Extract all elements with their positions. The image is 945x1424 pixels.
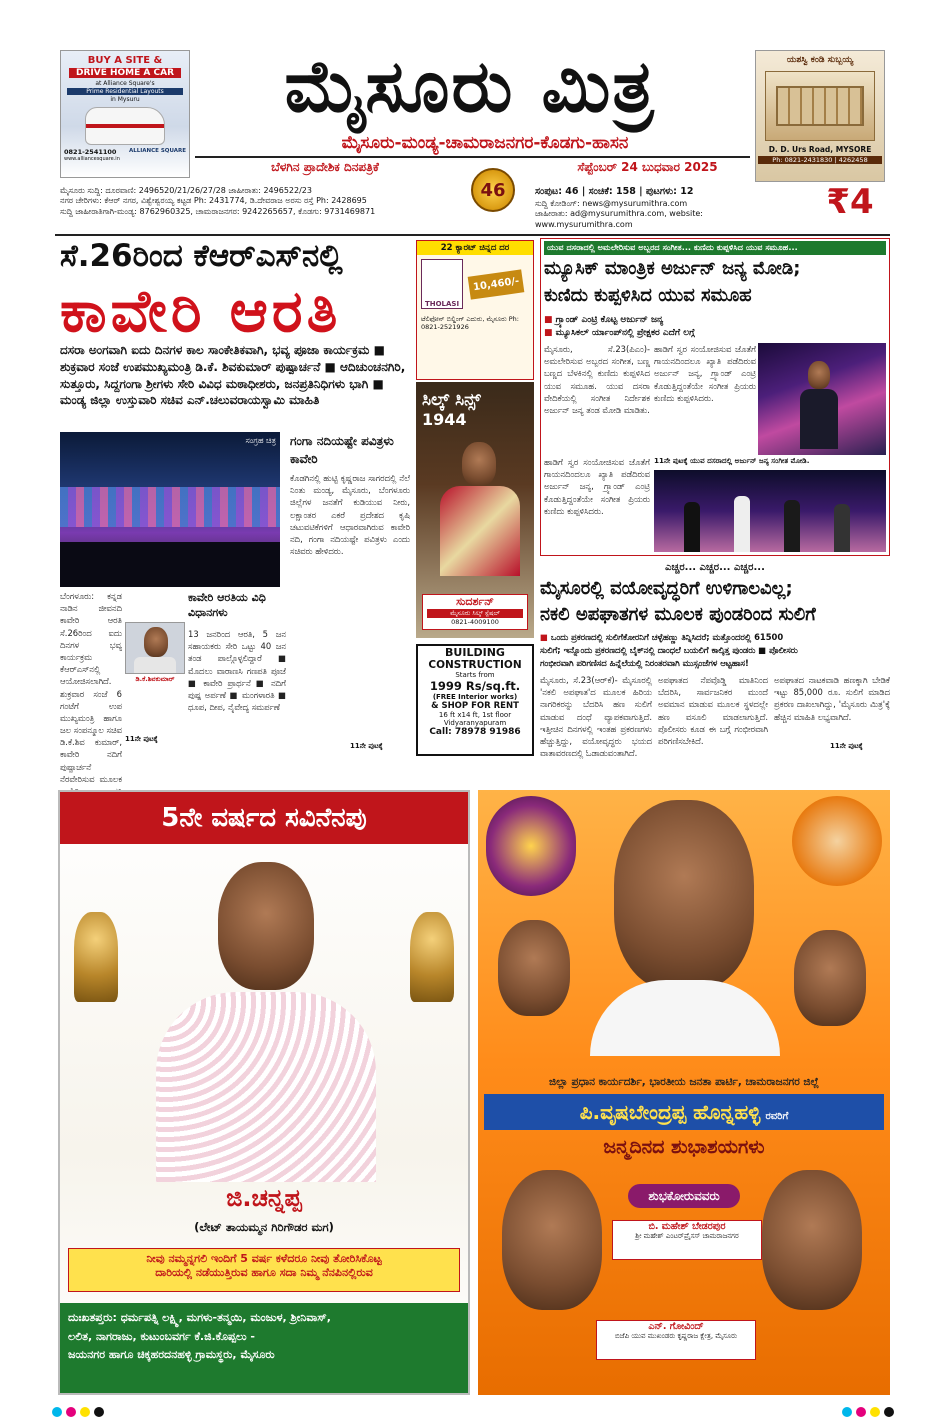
saree-image <box>440 486 520 576</box>
sidebar-title: ಗಂಗಾ ನದಿಯಷ್ಟೇ ಪವಿತ್ರಳು ಕಾವೇರಿ <box>290 434 394 466</box>
contact-line-2: ನಗರ ಚೇರಿಗಳು: ಕೆಆರ್ ನಗರ, ವಿಶ್ವೇಶ್ವರಯ್ಯ ಕಟ್ಟಡ Ph: 2431774, ಡಿ.ದೇವರಾಜ ಅರಸು ರಸ್ತೆ Ph: 2428695 <box>60 196 367 206</box>
elderly-point-1-text: ■ ಒಂದು ಪ್ರಕರಣದಲ್ಲಿ ಸುಲಿಗೆಕೋರನಿಗೆ ಚಳ್ಳೆಹಣ್ಣು ತಿನ್ನಿಸಿದರೆ; ಮತ್ತೊಂದರಲ್ಲಿ 61500 <box>540 632 783 642</box>
elderly-headline-2: ನಕಲಿ ಅಪಘಾತಗಳ ಮೂಲಕ ಪುಂಡರಿಂದ ಸುಲಿಗೆ <box>540 604 816 625</box>
right-ad-brand: ಯಶಸ್ವಿ ಕಂಡಿ ಸುಬ್ಬಯ್ಯ <box>786 55 854 65</box>
ritual-subtitle: ಕಾವೇರಿ ಆರತಿಯ ವಿಧಿ ವಿಧಾನಗಳು <box>188 591 266 620</box>
bc-line6: 16 ft x14 ft, 1st floor <box>438 711 512 719</box>
left-ad-line3: at Alliance Square's <box>95 80 155 87</box>
lamp-right-icon <box>410 912 454 1002</box>
memorial-portrait <box>156 852 376 1182</box>
registration-marks-left <box>50 1402 130 1416</box>
wisher-1-name: ಬಿ. ಮಹೇಶ್ ಬೇಡರಪುರ <box>648 1221 726 1232</box>
masthead-tagline: ಬೆಳಗಿನ ಪ್ರಾದೇಶಿಕ ದಿನಪತ್ರಿಕೆ <box>271 160 379 174</box>
elderly-body: ಮೈಸೂರು, ಸೆ.23(ಆರ್‌ಕೆ)- ಮೈಸೂರಲ್ಲಿ 'ನಕಲಿ ಅಪಘಾತ'ದ ಮೂಲಕ ಹಿರಿಯ ನಾಗರಿಕರನ್ನು ಬೆದರಿಸಿ ಹಣ ಸುಲಿಗೆ ಮಾಡುವ ದಂಧೆ ವ್ಯಾಪಕವಾಗುತ್ತಿದೆ. ಇತ್ತೀಚಿನ ದಿನಗಳಲ್ಲಿ ಇಂತಹ ಪ್ರಕರಣಗಳು ಹೆಚ್ಚುತ್ತಿದ್ದು, ವಯೋವೃದ್ಧರು ಭಯದ ವಾತಾವರಣದಲ್ಲಿ ಓಡಾಡುವಂತಾಗಿದೆ. <box>540 675 652 759</box>
music-body-2: ಹಾಡಿಗೆ ಸ್ವರ ಸಂಯೋಜಿಸುವ ಜೊತೆಗೆ ಗಾಯನದಿಂದಲೂ ಖ್ಯಾತಿ ಪಡೆದಿರುವ ಅರ್ಜುನ್ ಜನ್ಯ, ಗ್ರ್ಯಾಂಡ್ ಎಂಟ್ರಿ ಕೊಡುತ್ತಿದ್ದಂತೆಯೇ ಸಂಗೀತ ಪ್ರಿಯರು ಕುಣಿದು ಕುಪ್ಪಳಿಸಿದರು. <box>544 457 650 516</box>
bc-line4: (FREE Interior works) <box>432 693 518 701</box>
memorial-message <box>68 1248 460 1292</box>
wisher-1-detail: ಶ್ರೀ ಮಹೇಶ್ ಎಂಟರ್‌ಪ್ರೈಸಸ್ ಚಾಮರಾಜನಗರ <box>635 1232 739 1240</box>
music-body-3: ಹಾಡಿಗೆ ಸ್ವರ ಸಂಯೋಜಿಸುವ ಜೊತೆಗೆ ಗಾಯನದಿಂದಲೂ ಖ್ಯಾತಿ ಪಡೆದಿರುವ ಅರ್ಜುನ್ ಜನ್ಯ, ಗ್ರ್ಯಾಂಡ್ ಎಂಟ್ರಿ ಕೊಡುತ್ತಿದ್ದಂತೆಯೇ ಸಂಗೀತ ಪ್ರಿಯರು ಕುಣಿದು ಕುಪ್ಪಳಿಸಿದರು. <box>654 344 756 403</box>
memorial-relation: (ಲೇಟ್ ತಾಯಮ್ಮನ ಗಿರಿಗೌಡರ ಮಗ) <box>194 1220 334 1234</box>
wisher-1 <box>612 1220 762 1260</box>
gold-rate-ad[interactable] <box>416 240 534 380</box>
music-headline-1: ಮ್ಯೂಸಿಕ್ ಮಾಂತ್ರಿಕ ಅರ್ಜುನ್ ಜನ್ಯ ಮೋಡಿ; <box>544 258 801 279</box>
mourners-line-3: ಜಯನಗರ ಹಾಗೂ ಚಿಕ್ಕಹರದನಹಳ್ಳಿ ಗ್ರಾಮಸ್ಥರು, ಮೈಸೂರು <box>68 1348 275 1362</box>
bday-role: ಜಿಲ್ಲಾ ಪ್ರಧಾನ ಕಾರ್ಯದರ್ಶಿ, ಭಾರತೀಯ ಜನತಾ ಪಾರ್ಟಿ, ಚಾಮರಾಜನಗರ ಜಿಲ್ಲೆ <box>549 1076 819 1088</box>
contact-line-1: ಮೈಸೂರು ಸುದ್ದಿ: ದೂರವಾಣಿ: 2496520/21/26/27/28 ಜಾಹೀರಾತು: 2496522/23 <box>60 186 312 195</box>
music-kicker: ಯುವ ದಸರಾದಲ್ಲಿ ಅಮಲೇರಿಸುವ ಅಬ್ಬರದ ಸಂಗೀತ... ಕುಣಿದು ಕುಪ್ಪಳಿಸಿದ ಯುವ ಸಮೂಹ... <box>544 241 886 255</box>
sudarshan-phone: 0821-4009100 <box>451 618 499 626</box>
bday-name-bar <box>484 1094 884 1130</box>
body-mid: ಕೊಡಗಿನಲ್ಲಿ ಹುಟ್ಟಿ ಕೃಷ್ಣರಾಜ ಸಾಗರದಲ್ಲಿ ನೆಲೆ ನಿಂತು ಮಂಡ್ಯ, ಮೈಸೂರು, ಬೆಂಗಳೂರು ಜಿಲ್ಲೆಗಳ ಜನತೆಗೆ ಕುಡಿಯುವ ನೀರು, ಲಕ್ಷಾಂತರ ಎಕರೆ ಪ್ರದೇಶದ ಕೃಷಿ ಚಟುವಟಿಕೆಗಳಿಗೆ ಆಧಾರವಾಗಿರುವ ಕಾವೇರಿ ನದಿ, ಗಂಗಾ ನದಿಯಷ್ಟೇ ಪವಿತ್ರಳು ಎಂದು ಸಚಿವರು ಹೇಳಿದರು. <box>290 473 410 557</box>
music-point-1 <box>544 315 886 328</box>
left-ad-brand: ALLIANCE SQUARE <box>128 148 186 154</box>
left-ad-line4: Prime Residential Layouts <box>67 88 183 95</box>
gold-price: 10,460/- <box>468 269 525 299</box>
lead-headline: ಸೆ.26ರಿಂದ ಕೆಆರ್‌ಎಸ್‌ನಲ್ಲಿ <box>60 238 343 274</box>
memorial-message-2: ದಾರಿಯಲ್ಲಿ ನಡೆಯುತ್ತಿರುವ ಹಾಗೂ ಸದಾ ನಿಮ್ಮ ನೆನಪಿನಲ್ಲಿರುವ <box>155 1266 373 1279</box>
elderly-body-2: ಅಪಘಾತದ ನೆಪವೊಡ್ಡಿ ಮಾತಿನಿಂದ ಬೆದರಿಸಿ, ಸಾರ್ವಜನಿಕರ ಮುಂದೆ ಅವಮಾನ ಮಾಡುವ ಮೂಲಕ ಸ್ಥಳದಲ್ಲೇ ಹಣ ವಸೂಲಿ ಮಾಡಲಾಗುತ್ತಿದೆ. ಪೊಲೀಸರು ಕೂಡ ಈ ಬಗ್ಗೆ ಗಂಭೀರವಾಗಿ ಪರಿಗಣಿಸಬೇಕಿದೆ. <box>658 675 768 746</box>
right-ad-address: D. D. Urs Road, MYSORE <box>768 145 872 154</box>
wisher-right-image <box>762 1170 862 1310</box>
elderly-headline-1: ಮೈಸೂರಲ್ಲಿ ವಯೋವೃದ್ಧರಿಗೆ ಉಳಿಗಾಲವಿಲ್ಲ; <box>540 578 793 599</box>
bc-line3: Starts from <box>455 671 495 679</box>
left-ad-line5: in Mysuru <box>110 96 140 103</box>
leader-right-image <box>794 930 866 1026</box>
bday-wishers-label: ಶುಭಕೋರುವವರು <box>628 1184 740 1208</box>
music-caption: 11ನೇ ಪುಟಕ್ಕೆ ಯುವ ದಸರಾದಲ್ಲಿ ಅರ್ಜುನ್ ಜನ್ಯ ಸಂಗೀತ ಮೋಡಿ. <box>654 456 810 465</box>
memorial-message-1: ನೀವು ನಮ್ಮನ್ನಗಲಿ ಇಂದಿಗೆ 5 ವರ್ಷ ಕಳೆದರೂ ನೀವು ತೋರಿಸಿಕೊಟ್ಟ <box>146 1252 382 1265</box>
wisher-left-image <box>502 1170 602 1310</box>
more-left[interactable]: 11ನೇ ಪುಟಕ್ಕೆ <box>125 735 158 743</box>
sudarshan-sub: ಮೈಸೂರು ಸಿಲ್ಕ್ ಸ್ಪೆಷಲ್ <box>427 609 523 618</box>
bday-name: ಪಿ.ವೃಷಬೇಂದ್ರಪ್ಪ ಹೊನ್ನಹಳ್ಳಿ <box>579 1100 761 1124</box>
anniversary-number: 46 <box>480 179 506 201</box>
silk-year: 1944 <box>422 410 467 429</box>
tholasi-logo <box>421 259 463 309</box>
memorial-ad[interactable] <box>58 790 470 1395</box>
bc-phone: Call: 78978 91986 <box>429 727 521 737</box>
ritual-points: 13 ಜನರಿಂದ ಆರತಿ, 5 ಜನ ಸಹಾಯಕರು ಸೇರಿ ಒಟ್ಟು 40 ಜನ ತಂಡ ಪಾಲ್ಗೊಳ್ಳಲಿದ್ದಾರೆ ■ ಮೊದಲು ವಾರಾಣಸಿ ಗಣಪತಿ ಪೂಜೆ ■ ಕಾವೇರಿ ಪ್ರಾರ್ಥನೆ ■ ನದಿಗೆ ಪುಷ್ಪ ಅರ್ಪಣೆ ■ ಮಂಗಳಾರತಿ ■ ಧೂಪ, ದೀಪ, ನೈವೇದ್ಯ ಸಮರ್ಪಣೆ <box>188 629 286 713</box>
silk-ad[interactable] <box>416 382 534 638</box>
lead-summary: ದಸರಾ ಅಂಗವಾಗಿ ಐದು ದಿನಗಳ ಕಾಲ ಸಾಂಕೇತಿಕವಾಗಿ, ಭವ್ಯ ಪೂಜಾ ಕಾರ್ಯಕ್ರಮ ■ ಶುಕ್ರವಾರ ಸಂಜೆ ಉಪಮುಖ್ಯಮಂತ್ರಿ ಡಿ.ಕೆ. ಶಿವಕುಮಾರ್ ಪುಷ್ಪಾರ್ಚನೆ ■ ಆದಿಚುಂಚನಗಿರಿ, ಸುತ್ತೂರು, ಸಿದ್ದಗಂಗಾ ಶ್ರೀಗಳು ಸೇರಿ ವಿವಿಧ ಮಠಾಧೀಶರು, ಜನಪ್ರತಿನಿಧಿಗಳು ಭಾಗಿ ■ ಮಂಡ್ಯ ಜಿಲ್ಲಾ ಉಸ್ತುವಾರಿ ಸಚಿವ ಎನ್.ಚಲುವರಾಯಸ್ವಾಮಿ ಮಾಹಿತಿ <box>60 343 406 408</box>
swamiji-image <box>792 796 882 886</box>
bc-line2: CONSTRUCTION <box>428 659 522 671</box>
memorial-title: 5ನೇ ವರ್ಷದ ಸವಿನೆನಪು <box>60 792 468 844</box>
contact-line-3: ಸುದ್ದಿ ಜಾಹೀರಾತಿಗಾಗಿ-ಮಂಡ್ಯ: 8762960325, ಚಾಮರಾಜನಗರ: 9242265657, ಕೊಡಗು: 9731469871 <box>60 206 376 216</box>
registration-marks-right <box>840 1402 920 1416</box>
elderly-body-3: ಅಪಘಾತದ ನಾಟಕವಾಡಿ ಹಣಕ್ಕಾಗಿ ಬೇಡಿಕೆ ಇಟ್ಟು 85,000 ರೂ. ಸುಲಿಗೆ ಮಾಡಿದ ಪ್ರಕರಣ ದಾಖಲಾಗಿದ್ದು, 'ಮೈಸೂರು ಮಿತ್ರ'ಕ್ಕೆ ಹೆಚ್ಚಿನ ಮಾಹಿತಿ ಲಭ್ಯವಾಗಿದೆ. <box>774 675 890 722</box>
anniversary-badge <box>471 168 515 212</box>
left-ad-line1: BUY A SITE & <box>87 55 163 66</box>
silk-title: ಸಿಲ್ಕ್ ಸಿನ್ಸ್ <box>422 390 481 410</box>
header-left-ad[interactable] <box>60 50 190 178</box>
masthead-rule <box>195 156 750 158</box>
masthead-title: ಮೈಸೂರು ಮಿತ್ರ <box>284 43 656 128</box>
header-right-ad[interactable] <box>755 50 885 182</box>
elderly-point-1 <box>540 632 890 645</box>
mourners-line-2: ಲಲಿತ, ನಾಗರಾಜು, ಕುಟುಂಬವರ್ಗ ಕೆ.ಜಿ.ಕೊಪ್ಪಲು - <box>68 1329 255 1343</box>
person-photo <box>125 622 185 674</box>
krs-dam-photo <box>60 432 280 587</box>
elderly-more[interactable]: 11ನೇ ಪುಟಕ್ಕೆ <box>830 742 863 750</box>
bday-name-suffix: ರವರಿಗೆ <box>765 1111 789 1122</box>
email-news: ಸುದ್ದಿ ಕೋಡಿಂಗ್: news@mysurumithra.com <box>535 198 688 208</box>
email-ads: ಜಾಹೀರಾತು: ad@mysurumithra.com, website: www.mysurumithra.com <box>535 209 703 229</box>
building-image <box>765 71 875 141</box>
more-mid[interactable]: 11ನೇ ಪುಟಕ್ಕೆ <box>350 742 383 750</box>
main-portrait-body <box>590 980 780 1056</box>
right-ad-phone: Ph: 0821-2431830 | 4262458 <box>758 156 882 164</box>
elderly-kicker: ಎಚ್ಚರ... ಎಚ್ಚರ... ಎಚ್ಚರ... <box>665 562 765 573</box>
music-point-2 <box>544 328 886 341</box>
music-point-2-text: ■ ಮ್ಯೂಸಿಕಲ್ ರ್ಯಾಂಪ್‌ನಲ್ಲಿ ಪ್ರೇಕ್ಷಕರ ಎದೆಗೆ ಲಗ್ಗೆ <box>544 328 695 338</box>
bc-line1: BUILDING <box>445 646 505 659</box>
elderly-point-2: ಸುಲಿಗೆ; ಇನ್ನೊಂದು ಪ್ರಕರಣದಲ್ಲಿ ಬೈಕ್‌ನಲ್ಲಿ ದಾಂಧಲೆ ಬಯಲಿಗೆ ಕಾಲ್ಕಿತ್ತ ಪುಂಡರು ■ ಪೊಲೀಸರು <box>540 645 798 655</box>
person-caption: ಡಿ.ಕೆ.ಶಿವಕುಮಾರ್ <box>135 675 175 683</box>
bc-line5: & SHOP FOR RENT <box>431 701 519 711</box>
bday-wish: ಜನ್ಮದಿನದ ಶುಭಾಶಯಗಳು <box>603 1136 765 1158</box>
volume-info: ಸಂಪುಟ: 46 | ಸಂಚಿಕೆ: 158 | ಪುಟಗಳು: 12 <box>535 186 694 197</box>
price-tag: ₹4 <box>826 182 874 222</box>
leader-left-image <box>498 920 570 1016</box>
music-point-1-text: ■ ಗ್ರ್ಯಾಂಡ್ ಎಂಟ್ರಿ ಕೊಟ್ಟ ಅರ್ಜುನ್ ಜನ್ಯ <box>544 315 663 325</box>
elderly-point-3: ಗಂಭೀರವಾಗಿ ಪರಿಗಣಿಸದ ಹಿನ್ನೆಲೆಯಲ್ಲಿ ನಿರಂತರವಾಗಿ ಮುಸ್ಸಂಜೆಗಳ ಆಟ್ಟಹಾಸ! <box>540 658 749 668</box>
wisher-2-name: ಎನ್. ಗೋವಿಂದ್ <box>648 1321 704 1332</box>
photo-caption: ಸಂಗ್ರಹ ಚಿತ್ರ <box>245 436 276 445</box>
mourners-line-1: ದುಃಖತಪ್ತರು: ಧರ್ಮಪತ್ನಿ ಲಕ್ಷ್ಮಿ, ಮಗಳು-ತನ್ಮಯಿ, ಮಂಜುಳ, ಶ್ರೀನಿವಾಸ್, <box>68 1311 331 1324</box>
music-body: ಮೈಸೂರು, ಸೆ.23(ಪಿಎಂ)- ಅಮಲೇರಿಸುವ ಅಬ್ಬರದ ಸಂಗೀತ, ಬಣ್ಣ ಬಣ್ಣದ ಬೆಳಕಿನಲ್ಲಿ ಕುಣಿದು ಕುಪ್ಪಳಿಸಿದ ಯುವ ಸಮೂಹ. ಯುವ ದಸರಾ ವೇದಿಕೆಯಲ್ಲಿ ಸಂಗೀತ ನಿರ್ದೇಶಕ ಅರ್ಜುನ್ ಜನ್ಯ ತಂಡ ಮೋಡಿ ಮಾಡಿತು. <box>544 344 650 415</box>
sudarshan-brand: ಸುದರ್ಶನ್ <box>456 595 494 608</box>
anniversary-emblem <box>455 168 531 224</box>
gold-brand: THOLASI <box>424 300 460 308</box>
music-headline-2: ಕುಣಿದು ಕುಪ್ಪಳಿಸಿದ ಯುವ ಸಮೂಹ <box>544 285 752 306</box>
concert-photo-1 <box>758 343 886 455</box>
masthead-date: ಸೆಪ್ಟೆಂಬರ್ 24 ಬುಧವಾರ 2025 <box>577 160 718 174</box>
main-portrait <box>614 800 754 990</box>
masthead-regions: ಮೈಸೂರು-ಮಂಡ್ಯ-ಚಾಮರಾಜನಗರ-ಕೊಡಗು-ಹಾಸನ <box>341 133 629 153</box>
contacts-block <box>60 186 460 234</box>
issue-meta <box>535 186 795 234</box>
deity-image <box>486 796 576 896</box>
wisher-2 <box>596 1320 756 1360</box>
birthday-ad[interactable] <box>478 790 890 1395</box>
lamp-left-icon <box>74 912 118 1002</box>
header-bottom-rule <box>55 234 890 236</box>
left-ad-line2: DRIVE HOME A CAR <box>69 68 181 78</box>
memorial-name: ಜಿ.ಚನ್ನಪ್ಪ <box>226 1184 302 1212</box>
lead-big-headline: ಕಾವೇರಿ ಆರತಿ <box>60 277 342 345</box>
left-ad-phone: 0821-2541100 <box>64 148 117 156</box>
memorial-mourners <box>60 1303 468 1393</box>
body-left: ಬೆಂಗಳೂರು: ಕನ್ನಡ ನಾಡಿನ ಜೀವನದಿ ಕಾವೇರಿ ಆರತಿ ಸೆ.26ರಿಂದ ಐದು ದಿನಗಳ ಭವ್ಯ ಕಾರ್ಯಕ್ರಮ ಕೆಆರ್‌ಎಸ್‌ನಲ್ಲಿ ಆಯೋಜಿಸಲಾಗಿದೆ. ಶುಕ್ರವಾರ ಸಂಜೆ 6 ಗಂಟೆಗೆ ಉಪ ಮುಖ್ಯಮಂತ್ರಿ ಹಾಗೂ ಜಲ ಸಂಪನ್ಮೂಲ ಸಚಿವ ಡಿ.ಕೆ.ಶಿವ ಕುಮಾರ್, ಕಾವೇರಿ ನದಿಗೆ ಪುಷ್ಪಾರ್ಚನೆ ನೆರವೇರಿಸುವ ಮೂಲಕ <box>60 591 122 784</box>
car-image <box>85 107 165 145</box>
wisher-2-detail: ಬಿಜೆಪಿ ಯುವ ಮುಖಂಡರು ಕೃಷ್ಣರಾಜ ಕ್ಷೇತ್ರ, ಮೈಸೂರು <box>614 1332 738 1340</box>
building-construction-ad[interactable] <box>416 644 534 756</box>
concert-photo-2 <box>654 470 886 552</box>
model-face <box>462 442 496 486</box>
gold-label: 22 ಕ್ಯಾರಟ್ ಚಿನ್ನದ ದರ <box>417 241 533 255</box>
gold-contact: ಟೆಲಿಫೋನ್ ಬಿಲ್ಡಿಂಗ್ ಎದುರು, ಮೈಸೂರು Ph: 0821-2521926 <box>421 315 519 332</box>
bc-price: 1999 Rs/sq.ft. <box>429 679 521 693</box>
left-ad-site: www.alliancesquare.in <box>64 156 120 162</box>
bc-line7: Vidyaranyapuram <box>443 719 507 727</box>
